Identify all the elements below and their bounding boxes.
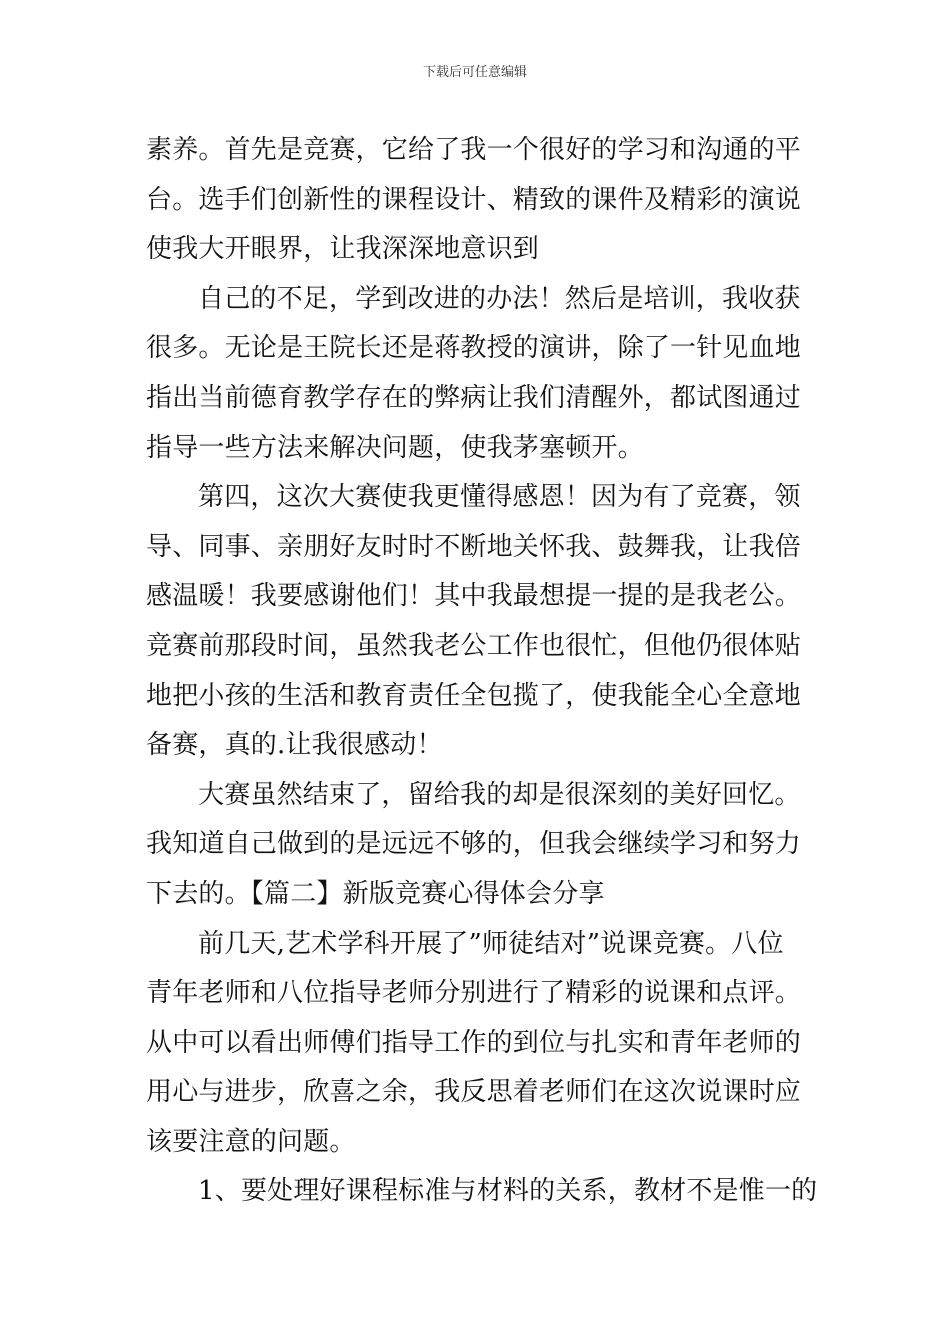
text-line: 我知道自己做到的是远远不够的，但我会继续学习和努力 xyxy=(146,829,802,860)
text-line: 指出当前德育教学存在的弊病让我们清醒外，都试图通过 xyxy=(146,382,802,413)
document-body xyxy=(146,126,818,1217)
text-line: 地把小孩的生活和教育责任全包揽了，使我能全心全意地 xyxy=(146,680,802,711)
text-line: 台。选手们创新性的课程设计、精致的课件及精彩的演说 xyxy=(146,184,802,215)
text-line: 使我大开眼界，让我深深地意识到 xyxy=(146,234,540,265)
text-line: 前几天,艺术学科开展了”师徒结对”说课竞赛。八位 xyxy=(198,928,784,959)
text-line: 1、要处理好课程标准与材料的关系，教材不是惟一的 xyxy=(198,1176,818,1207)
text-line: 青年老师和八位指导老师分别进行了精彩的说课和点评。 xyxy=(146,978,802,1009)
text-line: 下去的。【篇二】新版竞赛心得体会分享 xyxy=(146,878,605,909)
paragraph xyxy=(146,275,808,473)
page-header: 下载后可任意编辑 xyxy=(422,65,527,80)
text-line: 该要注意的问题。 xyxy=(146,1126,356,1157)
text-line: 大赛虽然结束了，留给我的却是很深刻的美好回忆。 xyxy=(198,779,801,810)
text-line: 感温暖！我要感谢他们！其中我最想提一提的是我老公。 xyxy=(146,581,802,612)
text-line: 备赛，真的.让我很感动！ xyxy=(146,730,443,761)
paragraph xyxy=(146,473,808,771)
text-line: 从中可以看出师傅们指导工作的到位与扎实和青年老师的 xyxy=(146,1027,802,1058)
text-line: 自己的不足，学到改进的办法！然后是培训，我收获 xyxy=(198,283,801,314)
text-line: 第四，这次大赛使我更懂得感恩！因为有了竞赛，领 xyxy=(198,482,801,513)
paragraph xyxy=(146,920,808,1168)
text-line: 指导一些方法来解决问题，使我茅塞顿开。 xyxy=(146,432,644,463)
text-line: 竞赛前那段时间，虽然我老公工作也很忙，但他仍很体贴 xyxy=(146,630,802,661)
paragraph xyxy=(146,126,808,275)
text-line: 很多。无论是王院长还是蒋教授的演讲，除了一针见血地 xyxy=(146,333,802,364)
text-line: 导、同事、亲朋好友时时不断地关怀我、鼓舞我，让我倍 xyxy=(146,531,802,562)
text-line: 素养。首先是竞赛，它给了我一个很好的学习和沟通的平 xyxy=(146,135,802,165)
paragraph xyxy=(146,1167,818,1217)
paragraph xyxy=(146,771,808,920)
text-line: 用心与进步，欣喜之余，我反思着老师们在这次说课时应 xyxy=(146,1077,802,1108)
